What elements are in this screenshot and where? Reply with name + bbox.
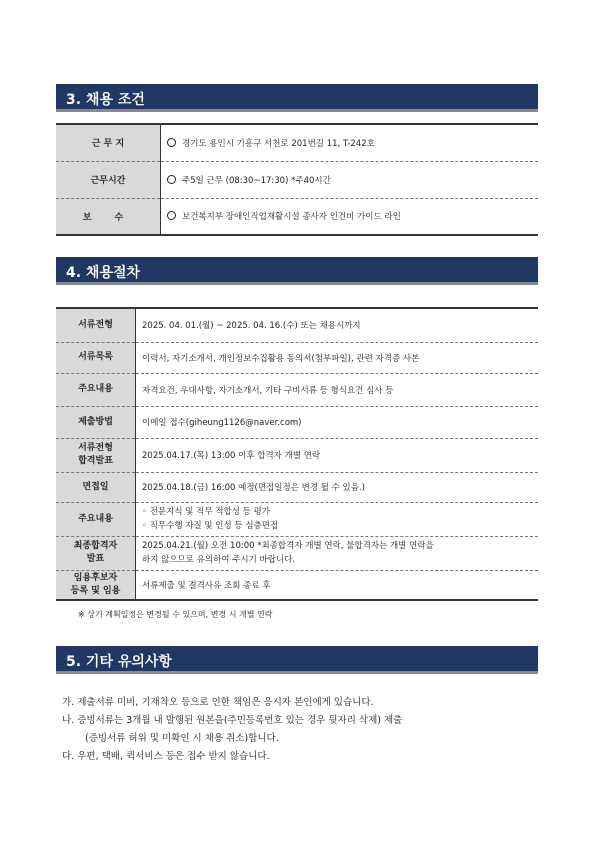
row-label: 면접일 bbox=[56, 472, 136, 502]
list-item: 나. 증빙서류는 3개월 내 발행된 원본을(주민등록번호 있는 경우 뒷자리 삭제) 제출 bbox=[62, 715, 403, 726]
circle-bullet-icon bbox=[167, 138, 176, 147]
row-value: 보건복지부 장애인직업재활시설 종사자 인건비 가이드 라인 bbox=[182, 212, 401, 223]
table-row bbox=[56, 438, 538, 472]
row-label-line: 최종합격자 bbox=[73, 541, 118, 551]
section-3-title: 3. 채용 조건 bbox=[66, 92, 145, 108]
row-label: 제출방법 bbox=[56, 406, 136, 438]
row-value: 경기도 용인시 기흥구 서천로 201번길 11, T-242호 bbox=[182, 138, 375, 149]
table-row bbox=[56, 342, 538, 373]
row-value: 2025.04.18.(금) 16:00 예정(면접일정은 변경 될 수 있음.) bbox=[136, 472, 539, 502]
row-value: 2025.04.17.(목) 13:00 이후 합격자 개별 연락 bbox=[136, 438, 539, 472]
table-row bbox=[56, 406, 538, 438]
row-label-line: 발표 bbox=[86, 554, 105, 564]
row-label: 주요내용 bbox=[56, 373, 136, 406]
table-row bbox=[56, 502, 538, 536]
row-label: 주요내용 bbox=[56, 502, 136, 536]
row-value: 자격요건, 우대사항, 자기소개서, 기타 구비서류 등 형식요건 심사 등 bbox=[136, 373, 539, 406]
table-row bbox=[56, 161, 538, 198]
schedule-note: ※ 상기 계획일정은 변경될 수 있으며, 변경 시 개별 연락 bbox=[78, 610, 273, 619]
list-item: 가. 제출서류 미비, 기재착오 등으로 인한 책임은 응시자 본인에게 있습니다. bbox=[62, 697, 374, 708]
table-row bbox=[56, 373, 538, 406]
row-label: 서류전형 bbox=[56, 308, 136, 342]
row-value-line: 하지 않으므로 유의하여 주시기 바랍니다. bbox=[142, 555, 296, 565]
table-row bbox=[56, 570, 538, 600]
row-label: 보 수 bbox=[56, 198, 161, 235]
list-item: 다. 우편, 택배, 퀵서비스 등은 접수 받지 않습니다. bbox=[62, 751, 270, 762]
row-value-line: ◦ 전문지식 및 직무 적합성 등 평가 bbox=[142, 507, 270, 517]
table-row bbox=[56, 198, 538, 235]
employment-conditions-table bbox=[56, 123, 538, 236]
row-value: 2025. 04. 01.(월) ~ 2025. 04. 16.(수) 또는 채용시까지 bbox=[142, 321, 361, 332]
row-value: 이메일 접수(giheung1126@naver.com) bbox=[136, 406, 539, 438]
circle-bullet-icon bbox=[167, 211, 176, 220]
table-row bbox=[56, 536, 538, 570]
row-label-line: 등록 및 임용 bbox=[70, 585, 121, 596]
row-value-line: ◦ 직무수행 자질 및 인성 등 심층면접 bbox=[142, 521, 279, 531]
hiring-process-table bbox=[56, 307, 538, 601]
table-row bbox=[56, 308, 538, 342]
section-5-header bbox=[56, 646, 538, 674]
row-value: 이력서, 자기소개서, 개인정보수집활용 동의서(첨부파일), 관련 자격증 사본 bbox=[136, 342, 539, 373]
notice-list bbox=[62, 694, 542, 766]
row-label: 근 무 지 bbox=[56, 124, 161, 161]
section-5-title: 5. 기타 유의사항 bbox=[66, 654, 172, 670]
section-4-header bbox=[56, 257, 538, 285]
list-item: (증빙서류 허위 및 미확인 시 채용 취소)합니다. bbox=[85, 733, 279, 744]
table-row bbox=[56, 124, 538, 161]
row-value: 서류제출 및 결격사유 조회 종료 후 bbox=[136, 570, 539, 600]
row-label-line: 임용후보자 bbox=[73, 572, 118, 583]
section-4-title: 4. 채용절차 bbox=[66, 265, 141, 281]
row-label: 서류목록 bbox=[56, 342, 136, 373]
circle-bullet-icon bbox=[167, 175, 176, 184]
row-label-line: 합격발표 bbox=[78, 456, 113, 466]
table-row bbox=[56, 472, 538, 502]
row-label: 근무시간 bbox=[56, 161, 161, 198]
row-value-line: 2025.04.21.(월) 오전 10:00 *최종합격자 개별 연락, 불합격자는 개별 연락을 bbox=[142, 541, 434, 551]
section-3-header bbox=[56, 84, 538, 112]
row-value: 주5일 근무 (08:30~17:30) *주40시간 bbox=[182, 175, 331, 186]
row-label-line: 서류전형 bbox=[78, 443, 113, 453]
